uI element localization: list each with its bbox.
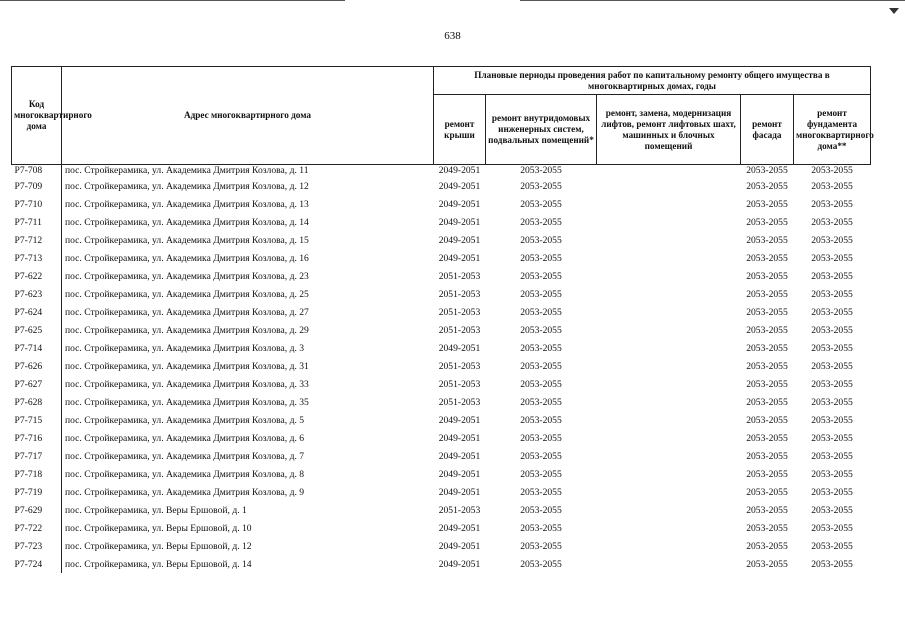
cell-address: пос. Стройкерамика, ул. Академика Дмитрия Козлова, д. 35 — [65, 396, 309, 408]
header-roof: ремонт крыши — [434, 95, 486, 165]
cell-foundation: 2053-2055 — [811, 165, 853, 176]
cell-roof: 2049-2051 — [438, 558, 481, 570]
header-foundation: ремонт фундамента многоквартирного дома** — [794, 95, 871, 165]
cell-systems: 2053-2055 — [520, 468, 562, 480]
cell-elevators — [597, 357, 741, 375]
cell-foundation: 2053-2055 — [811, 414, 853, 426]
cell-systems: 2053-2055 — [520, 324, 562, 336]
table-row — [12, 555, 871, 573]
cell-facade: 2053-2055 — [746, 234, 788, 246]
cell-code: Р7-628 — [12, 393, 62, 411]
cell-foundation: 2053-2055 — [811, 252, 853, 264]
cell-code: Р7-717 — [12, 447, 62, 465]
cell-facade: 2053-2055 — [746, 432, 788, 444]
top-rule-left — [0, 0, 345, 1]
cell-systems: 2053-2055 — [520, 288, 562, 300]
cell-elevators — [597, 411, 741, 429]
cell-foundation: 2053-2055 — [811, 486, 853, 498]
cell-roof: 2049-2051 — [438, 165, 481, 176]
cell-systems: 2053-2055 — [520, 216, 562, 228]
cell-code: Р7-715 — [12, 411, 62, 429]
cell-address: пос. Стройкерамика, ул. Академика Дмитрия Козлова, д. 5 — [65, 414, 305, 426]
cell-address: пос. Стройкерамика, ул. Академика Дмитрия Козлова, д. 29 — [65, 324, 309, 336]
cell-foundation: 2053-2055 — [811, 342, 853, 354]
dropdown-arrow-icon — [889, 8, 899, 14]
cell-roof: 2049-2051 — [438, 450, 481, 462]
cell-foundation: 2053-2055 — [811, 468, 853, 480]
cell-roof: 2049-2051 — [438, 216, 481, 228]
cell-elevators — [597, 447, 741, 465]
cell-elevators — [597, 177, 741, 195]
cell-roof: 2051-2053 — [438, 270, 481, 282]
cell-facade: 2053-2055 — [746, 198, 788, 210]
cell-address: пос. Стройкерамика, ул. Академика Дмитрия Козлова, д. 23 — [65, 270, 309, 282]
cell-systems: 2053-2055 — [520, 414, 562, 426]
cell-elevators — [597, 339, 741, 357]
cell-facade: 2053-2055 — [746, 396, 788, 408]
cell-elevators — [597, 465, 741, 483]
cell-facade: 2053-2055 — [746, 558, 788, 570]
cell-roof: 2049-2051 — [438, 486, 481, 498]
cell-roof: 2049-2051 — [438, 522, 481, 534]
cell-systems: 2053-2055 — [520, 558, 562, 570]
cell-roof: 2049-2051 — [438, 342, 481, 354]
cell-roof: 2049-2051 — [438, 252, 481, 264]
cell-roof: 2051-2053 — [438, 324, 481, 336]
cell-code: Р7-724 — [12, 555, 62, 573]
cell-foundation: 2053-2055 — [811, 288, 853, 300]
cell-elevators — [597, 375, 741, 393]
table-row — [12, 249, 871, 267]
cell-address: пос. Стройкерамика, ул. Академика Дмитрия Козлова, д. 16 — [65, 252, 309, 264]
cell-systems: 2053-2055 — [520, 360, 562, 372]
cell-systems: 2053-2055 — [520, 450, 562, 462]
cell-facade: 2053-2055 — [746, 540, 788, 552]
header-code: Код многоквартирного дома — [12, 67, 62, 165]
cell-roof: 2049-2051 — [438, 468, 481, 480]
cell-roof: 2051-2053 — [438, 360, 481, 372]
cell-systems: 2053-2055 — [520, 378, 562, 390]
table-row — [12, 213, 871, 231]
cell-facade: 2053-2055 — [746, 450, 788, 462]
cell-code: Р7-711 — [12, 213, 62, 231]
cell-facade: 2053-2055 — [746, 324, 788, 336]
table-row — [12, 411, 871, 429]
cell-systems: 2053-2055 — [520, 504, 562, 516]
table-body — [12, 165, 871, 574]
cell-foundation: 2053-2055 — [811, 540, 853, 552]
cell-elevators — [597, 285, 741, 303]
table-row — [12, 231, 871, 249]
table-row — [12, 483, 871, 501]
cell-facade: 2053-2055 — [746, 414, 788, 426]
cell-systems: 2053-2055 — [520, 486, 562, 498]
cell-facade: 2053-2055 — [746, 378, 788, 390]
cell-facade: 2053-2055 — [746, 342, 788, 354]
cell-systems: 2053-2055 — [520, 270, 562, 282]
cell-facade: 2053-2055 — [746, 270, 788, 282]
cell-elevators — [597, 429, 741, 447]
cell-systems: 2053-2055 — [520, 165, 562, 176]
cell-address: пос. Стройкерамика, ул. Академика Дмитрия Козлова, д. 12 — [65, 180, 309, 192]
cell-systems: 2053-2055 — [520, 252, 562, 264]
cell-facade: 2053-2055 — [746, 306, 788, 318]
table-row — [12, 537, 871, 555]
cell-code: Р7-629 — [12, 501, 62, 519]
cell-roof: 2049-2051 — [438, 180, 481, 192]
cell-address: пос. Стройкерамика, ул. Веры Ершовой, д. 1 — [65, 504, 247, 516]
cell-foundation: 2053-2055 — [811, 522, 853, 534]
cell-roof: 2049-2051 — [438, 198, 481, 210]
table-row — [12, 519, 871, 537]
cell-code: Р7-625 — [12, 321, 62, 339]
cell-elevators — [597, 249, 741, 267]
table-row — [12, 501, 871, 519]
cell-address: пос. Стройкерамика, ул. Академика Дмитрия Козлова, д. 9 — [65, 486, 305, 498]
table-row — [12, 321, 871, 339]
cell-address: пос. Стройкерамика, ул. Академика Дмитрия Козлова, д. 6 — [65, 432, 305, 444]
cell-address: пос. Стройкерамика, ул. Веры Ершовой, д. 10 — [65, 522, 252, 534]
header-address: Адрес многоквартирного дома — [62, 67, 434, 165]
cell-address: пос. Стройкерамика, ул. Веры Ершовой, д. 12 — [65, 540, 252, 552]
cell-roof: 2049-2051 — [438, 414, 481, 426]
top-rule-right — [520, 0, 905, 1]
table-row — [12, 195, 871, 213]
cell-elevators — [597, 231, 741, 249]
table-row — [12, 267, 871, 285]
table-row — [12, 285, 871, 303]
cell-systems: 2053-2055 — [520, 306, 562, 318]
cell-foundation: 2053-2055 — [811, 270, 853, 282]
cell-roof: 2051-2053 — [438, 288, 481, 300]
cell-code: Р7-709 — [12, 177, 62, 195]
cell-facade: 2053-2055 — [746, 252, 788, 264]
cell-elevators — [597, 501, 741, 519]
table-row — [12, 339, 871, 357]
cell-foundation: 2053-2055 — [811, 396, 853, 408]
cell-roof: 2049-2051 — [438, 234, 481, 246]
cell-roof: 2049-2051 — [438, 540, 481, 552]
cell-facade: 2053-2055 — [746, 288, 788, 300]
cell-code: Р7-712 — [12, 231, 62, 249]
cell-address: пос. Стройкерамика, ул. Академика Дмитрия Козлова, д. 8 — [65, 468, 305, 480]
repair-schedule-table — [11, 66, 874, 573]
cell-code: Р7-622 — [12, 267, 62, 285]
cell-address: пос. Стройкерамика, ул. Академика Дмитрия Козлова, д. 25 — [65, 288, 309, 300]
cell-roof: 2051-2053 — [438, 396, 481, 408]
cell-address: пос. Стройкерамика, ул. Академика Дмитрия Козлова, д. 13 — [65, 198, 309, 210]
table-row — [12, 447, 871, 465]
header-elevators: ремонт, замена, модернизация лифтов, ремонт лифтовых шахт, машинных и блочных помещений — [597, 95, 741, 165]
cell-code: Р7-722 — [12, 519, 62, 537]
cell-code: Р7-623 — [12, 285, 62, 303]
cell-elevators — [597, 267, 741, 285]
cell-address: пос. Стройкерамика, ул. Академика Дмитрия Козлова, д. 3 — [65, 342, 305, 354]
cell-address: пос. Стройкерамика, ул. Академика Дмитрия Козлова, д. 14 — [65, 216, 309, 228]
cell-foundation: 2053-2055 — [811, 432, 853, 444]
cell-address: пос. Стройкерамика, ул. Веры Ершовой, д. 14 — [65, 558, 252, 570]
cell-elevators — [597, 537, 741, 555]
header-facade: ремонт фасада — [741, 95, 794, 165]
cell-address: пос. Стройкерамика, ул. Академика Дмитрия Козлова, д. 7 — [65, 450, 305, 462]
cell-systems: 2053-2055 — [520, 540, 562, 552]
cell-facade: 2053-2055 — [746, 165, 788, 176]
page-number: 638 — [444, 30, 461, 42]
cell-elevators — [597, 483, 741, 501]
cell-code: Р7-714 — [12, 339, 62, 357]
table-row — [12, 303, 871, 321]
cell-foundation: 2053-2055 — [811, 558, 853, 570]
cell-code: Р7-723 — [12, 537, 62, 555]
cell-code: Р7-626 — [12, 357, 62, 375]
cell-roof: 2051-2053 — [438, 504, 481, 516]
table-row — [12, 165, 871, 178]
cell-facade: 2053-2055 — [746, 360, 788, 372]
cell-code: Р7-627 — [12, 375, 62, 393]
cell-elevators — [597, 519, 741, 537]
cell-elevators — [597, 213, 741, 231]
cell-elevators — [597, 165, 741, 178]
table-row — [12, 393, 871, 411]
cell-facade: 2053-2055 — [746, 216, 788, 228]
cell-address: пос. Стройкерамика, ул. Академика Дмитрия Козлова, д. 15 — [65, 234, 309, 246]
cell-address: пос. Стройкерамика, ул. Академика Дмитрия Козлова, д. 27 — [65, 306, 309, 318]
cell-foundation: 2053-2055 — [811, 198, 853, 210]
cell-foundation: 2053-2055 — [811, 234, 853, 246]
cell-roof: 2049-2051 — [438, 432, 481, 444]
cell-code: Р7-719 — [12, 483, 62, 501]
cell-systems: 2053-2055 — [520, 198, 562, 210]
cell-facade: 2053-2055 — [746, 504, 788, 516]
cell-foundation: 2053-2055 — [811, 504, 853, 516]
cell-elevators — [597, 555, 741, 573]
cell-systems: 2053-2055 — [520, 396, 562, 408]
cell-facade: 2053-2055 — [746, 486, 788, 498]
cell-elevators — [597, 303, 741, 321]
cell-facade: 2053-2055 — [746, 522, 788, 534]
cell-facade: 2053-2055 — [746, 180, 788, 192]
cell-systems: 2053-2055 — [520, 234, 562, 246]
cell-systems: 2053-2055 — [520, 522, 562, 534]
cell-foundation: 2053-2055 — [811, 216, 853, 228]
cell-foundation: 2053-2055 — [811, 306, 853, 318]
cell-foundation: 2053-2055 — [811, 450, 853, 462]
cell-address: пос. Стройкерамика, ул. Академика Дмитрия Козлова, д. 31 — [65, 360, 309, 372]
cell-code: Р7-713 — [12, 249, 62, 267]
cell-systems: 2053-2055 — [520, 432, 562, 444]
cell-elevators — [597, 393, 741, 411]
cell-foundation: 2053-2055 — [811, 378, 853, 390]
table-row — [12, 429, 871, 447]
cell-systems: 2053-2055 — [520, 180, 562, 192]
cell-code: Р7-708 — [12, 165, 62, 178]
cell-foundation: 2053-2055 — [811, 180, 853, 192]
table-row — [12, 177, 871, 195]
header-periods-group: Плановые периоды проведения работ по капитальному ремонту общего имущества в многоквартирных домах, годы — [434, 67, 871, 95]
cell-facade: 2053-2055 — [746, 468, 788, 480]
cell-elevators — [597, 195, 741, 213]
cell-foundation: 2053-2055 — [811, 360, 853, 372]
table-row — [12, 465, 871, 483]
cell-address: пос. Стройкерамика, ул. Академика Дмитрия Козлова, д. 11 — [65, 165, 309, 176]
cell-address: пос. Стройкерамика, ул. Академика Дмитрия Козлова, д. 33 — [65, 378, 309, 390]
cell-roof: 2051-2053 — [438, 378, 481, 390]
cell-foundation: 2053-2055 — [811, 324, 853, 336]
cell-elevators — [597, 321, 741, 339]
table-row — [12, 357, 871, 375]
cell-code: Р7-718 — [12, 465, 62, 483]
header-systems: ремонт внутридомовых инженерных систем, подвальных помещений* — [486, 95, 597, 165]
cell-code: Р7-716 — [12, 429, 62, 447]
cell-systems: 2053-2055 — [520, 342, 562, 354]
cell-code: Р7-710 — [12, 195, 62, 213]
cell-code: Р7-624 — [12, 303, 62, 321]
cell-roof: 2051-2053 — [438, 306, 481, 318]
table-row — [12, 375, 871, 393]
